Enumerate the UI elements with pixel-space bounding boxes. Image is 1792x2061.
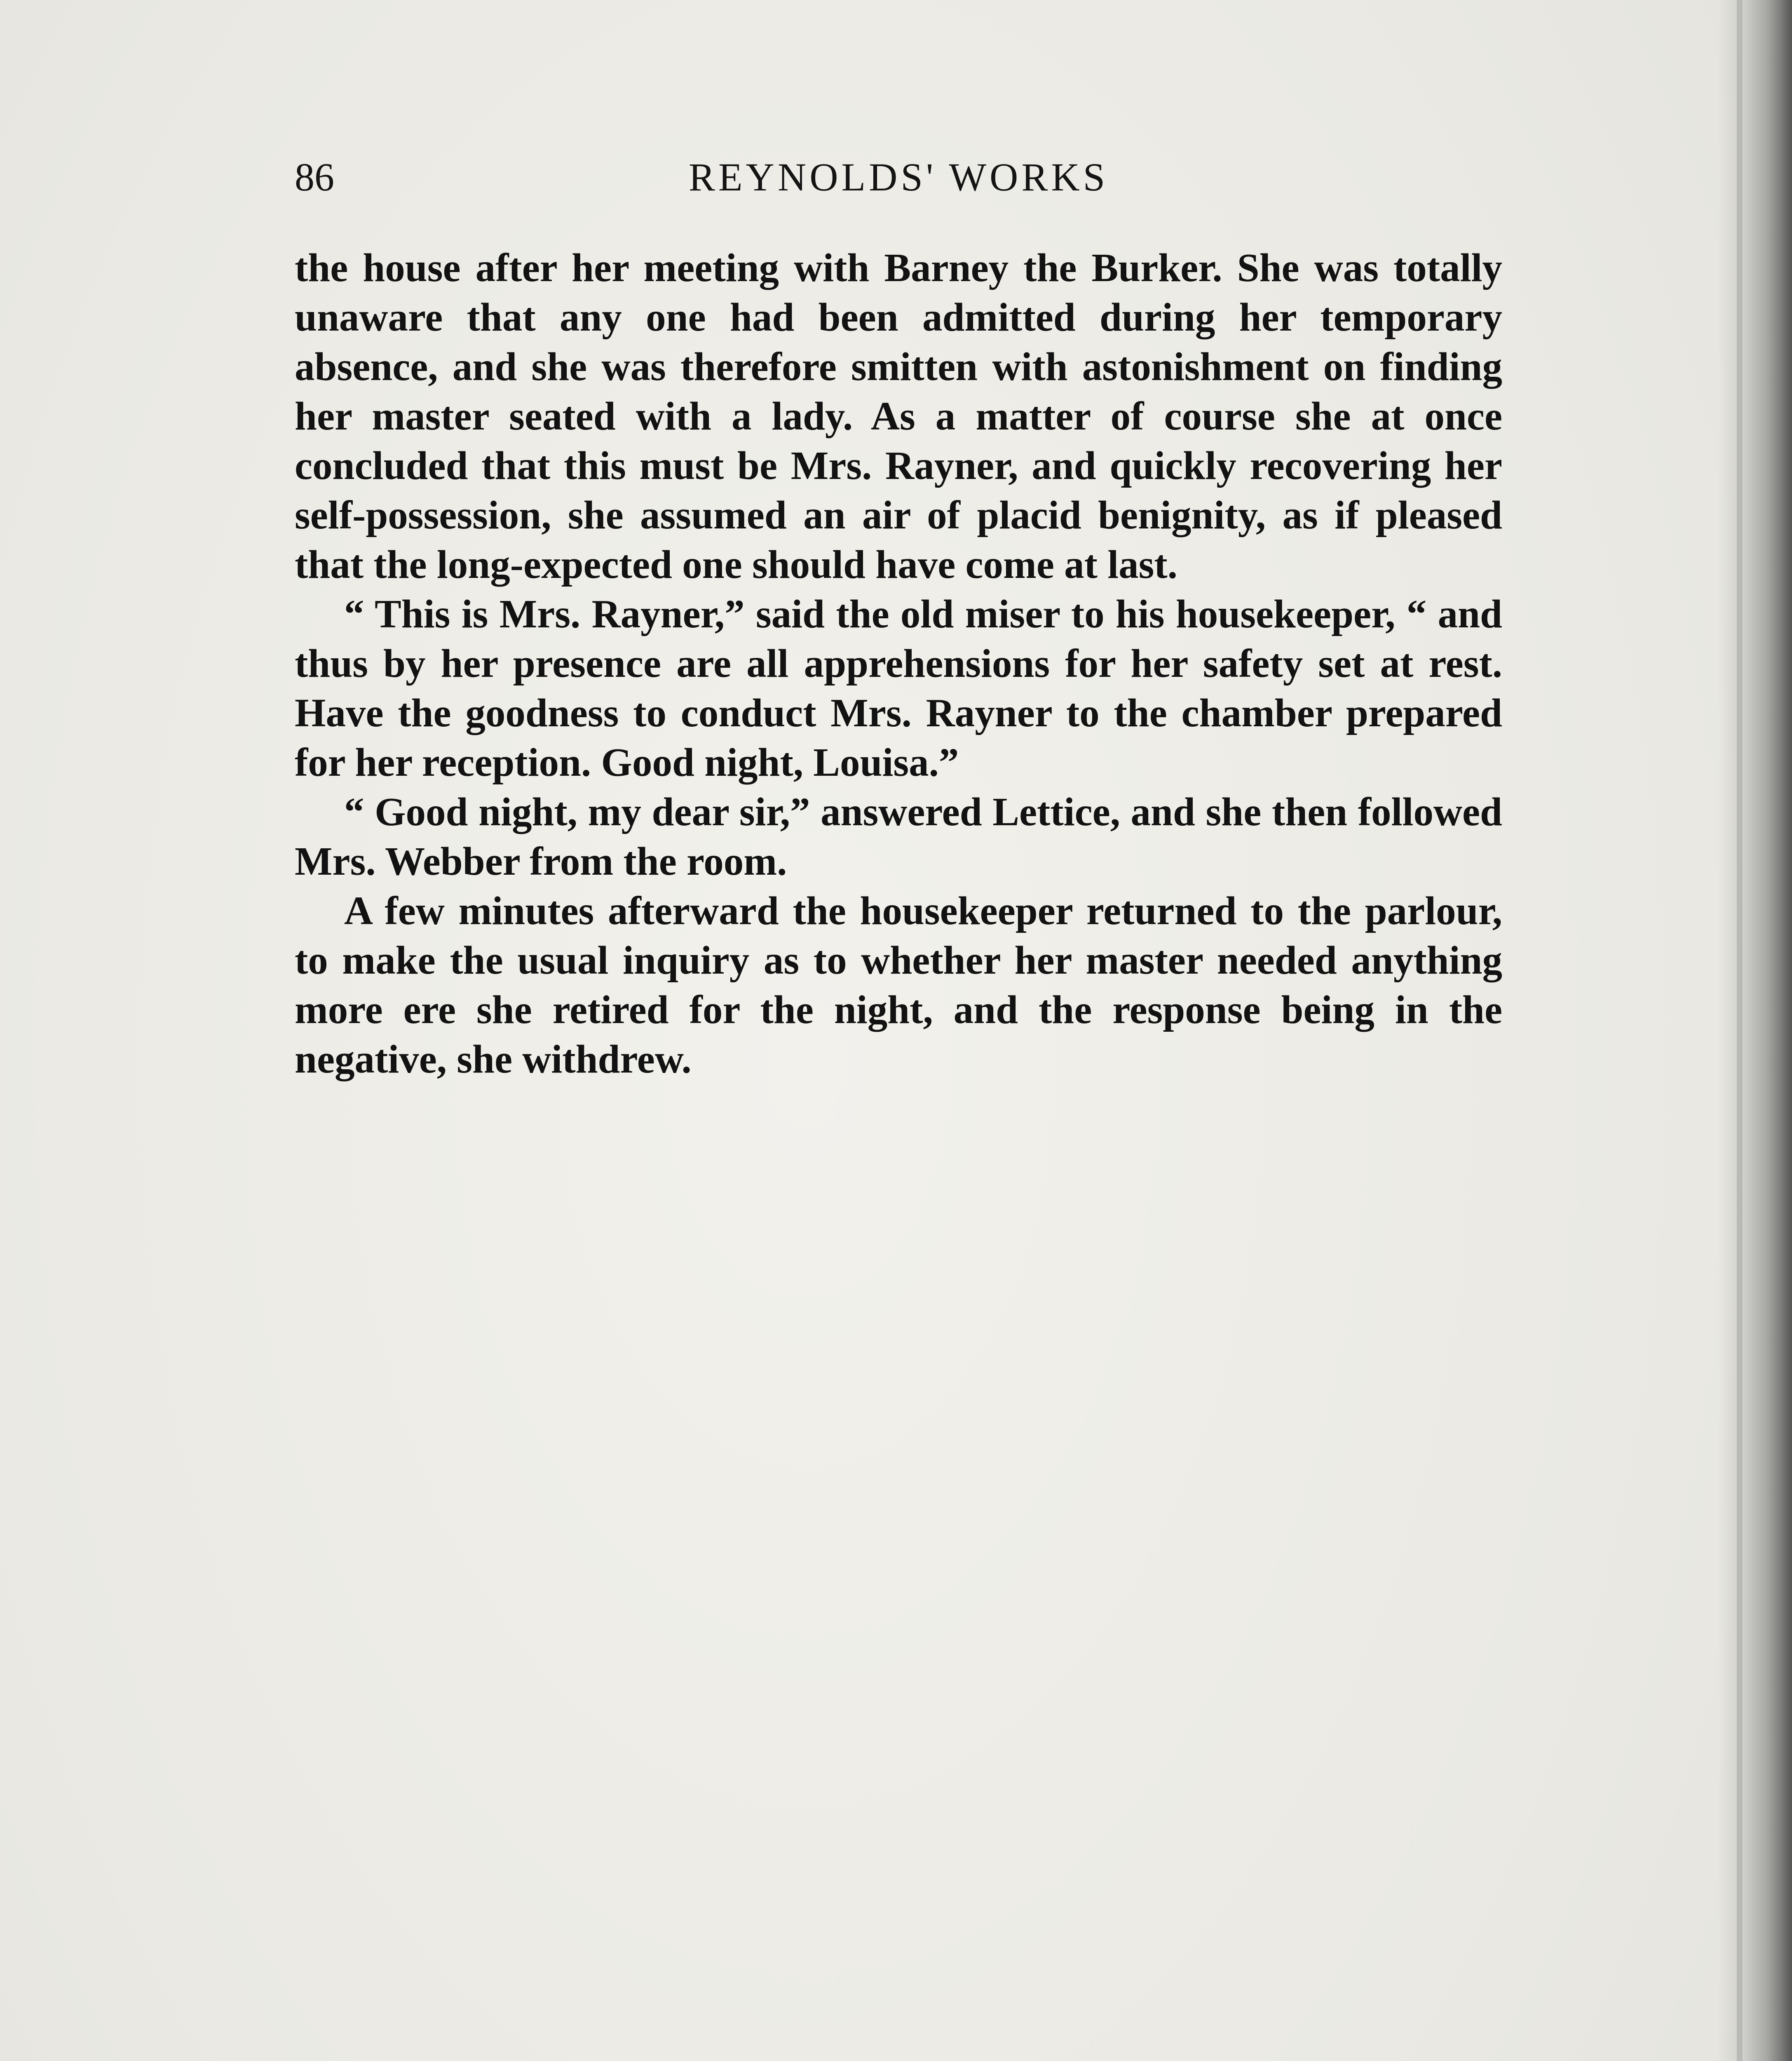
page-header [295,150,1502,212]
page-gutter-line [1737,0,1743,2061]
body-text [295,243,1502,1084]
running-head: REYNOLDS' WORKS [688,155,1109,199]
paragraph-1: the house after her meeting with Barney the Burker. She was totally unaware that any one had been admitted during her temporary absence, and she was therefore smitten with astonishment on finding her master seated with a lady. As a matter of course she at once concluded that this must be Mrs. Rayner, and quickly recovering her self-possession, she assumed an air of placid benignity, as if pleased that the long-expected one should have come at last. [295,246,1502,587]
paragraph-4: A few minutes afterward the housekeeper returned to the parlour, to make the usual inquiry as to whether her master needed anything more ere she retired for the night, and the response being in the negative, she withdrew. [295,889,1502,1081]
page-gutter-shadow [1718,0,1792,2061]
paragraph-3: “ Good night, my dear sir,” answered Lettice, and she then followed Mrs. Webber from the room. [295,790,1502,883]
page-number: 86 [295,155,334,199]
paragraph-2: “ This is Mrs. Rayner,” said the old miser to his housekeeper, “ and thus by her presence are all apprehensions for her safety set at rest. Have the goodness to conduct Mrs. Rayner to the chamber prepared for her reception. Good night, Louisa.” [295,592,1502,784]
